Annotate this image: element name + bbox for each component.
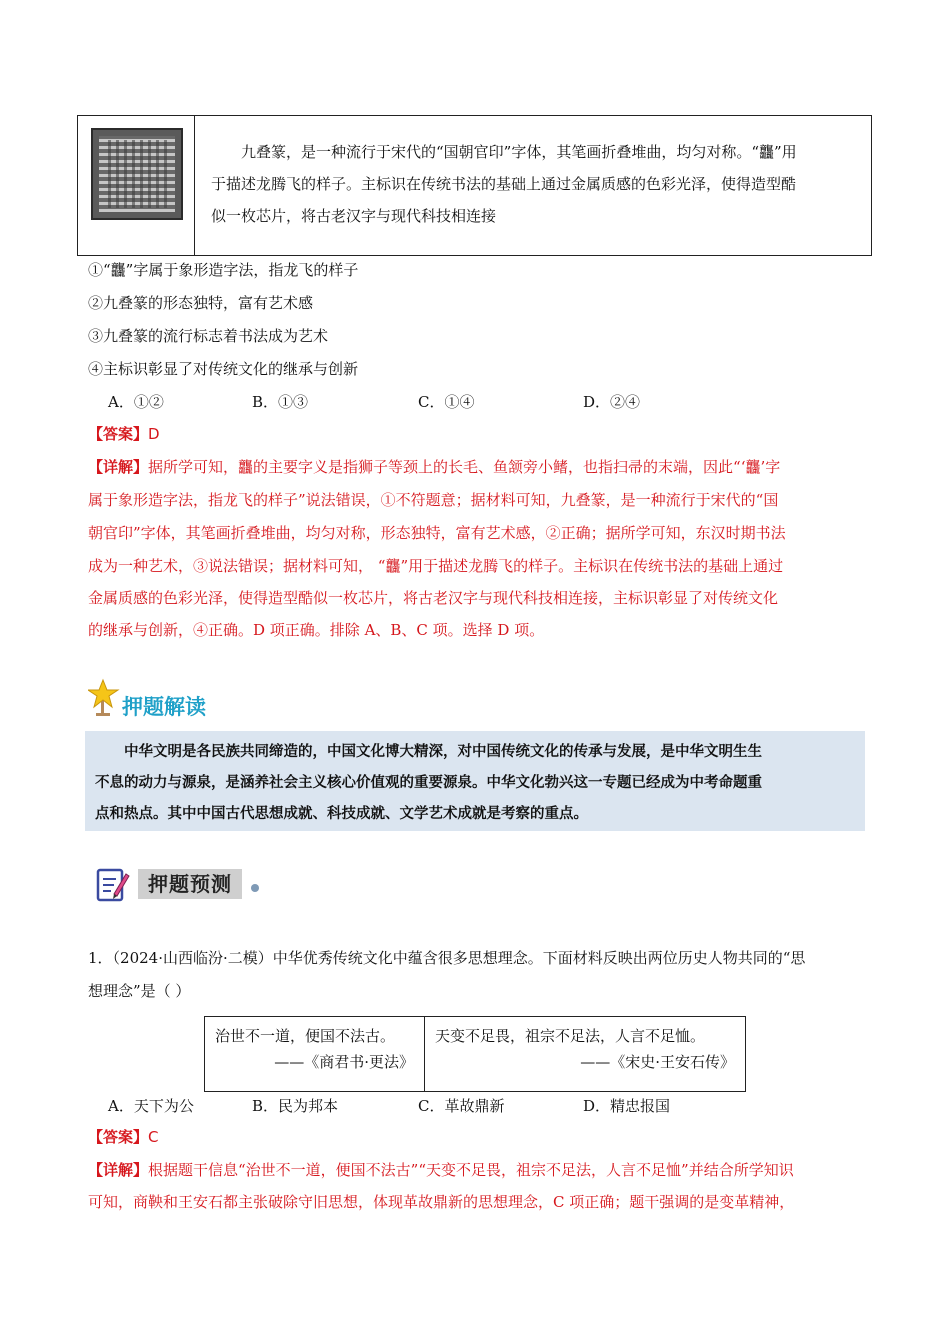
detail-line	[88, 1160, 888, 1180]
interpretation-box	[85, 731, 865, 831]
answer-label: 【答案】	[88, 1128, 149, 1146]
option-a: A．①②	[108, 393, 164, 411]
quote-text: 治世不一道，便国不法古。	[215, 1027, 396, 1045]
bullet-dot-icon	[251, 884, 259, 892]
interpretation-line: 不息的动力与源泉，是涵养社会主义核心价值观的重要源泉。中华文化勃兴这一专题已经成为中考命题重	[95, 774, 762, 791]
option-b: B．①③	[252, 393, 309, 411]
material-line: 似一枚芯片，将古老汉字与现代科技相连接	[211, 207, 497, 225]
answer-line	[88, 1127, 888, 1147]
notepad-pencil-icon	[96, 866, 130, 902]
statement-4: ④主标识彰显了对传统文化的继承与创新	[88, 360, 359, 378]
quote-source: ——《商君书·更法》	[274, 1053, 414, 1071]
detail-line: 属于象形造字法，指龙飞的样子”说法错误，①不符题意；据材料可知，九叠篆，是一种流行于宋代的“国	[88, 491, 779, 509]
detail-label: 【详解】	[88, 458, 149, 476]
question-1-stem: 想理念”是（ ）	[88, 982, 191, 1000]
detail-line: 可知，商鞅和王安石都主张破除守旧思想，体现革故鼎新的思想理念，C 项正确；题干强调的是变革精神，	[88, 1193, 795, 1211]
quote-source: ——《宋史·王安石传》	[580, 1053, 735, 1071]
option-b: B．民为邦本	[252, 1097, 339, 1115]
quote-text: 天变不足畏，祖宗不足法，人言不足恤。	[435, 1027, 706, 1045]
statement-2: ②九叠篆的形态独特，富有艺术感	[88, 294, 314, 312]
quote-cell-shangjun	[205, 1017, 425, 1091]
detail-label: 【详解】	[88, 1161, 149, 1179]
nine-fold-seal-image	[91, 128, 183, 220]
material-table	[77, 115, 872, 256]
answer-value: C	[148, 1128, 159, 1146]
option-d: D．精忠报国	[583, 1097, 671, 1115]
detail-text: 据所学可知，龘的主要字义是指狮子等颈上的长毛、鱼颔旁小鳍，也指扫帚的末端，因此“‘龘’字	[148, 458, 781, 476]
material-text	[211, 136, 866, 232]
option-a: A．天下为公	[108, 1097, 194, 1115]
option-c: C．革故鼎新	[418, 1097, 505, 1115]
detail-line	[88, 457, 888, 477]
material-image-cell	[78, 116, 195, 255]
option-c: C．①④	[418, 393, 475, 411]
interpretation-line: 点和热点。其中中国古代思想成就、科技成就、文学艺术成就是考察的重点。	[95, 805, 588, 822]
answer-label: 【答案】	[88, 425, 149, 443]
detail-line: 朝官印”字体，其笔画折叠堆曲，均匀对称，形态独特，富有艺术感，②正确；据所学可知，东汉时期书法	[88, 524, 786, 542]
quote-cell-wanganshi	[425, 1017, 745, 1091]
answer-value: D	[148, 425, 160, 443]
material-line: 于描述龙腾飞的样子。主标识在传统书法的基础上通过金属质感的色彩光泽，使得造型酷	[211, 175, 797, 193]
detail-line: 金属质感的色彩光泽，使得造型酷似一枚芯片，将古老汉字与现代科技相连接，主标识彰显了对传统文化	[88, 589, 779, 607]
detail-line: 成为一种艺术，③说法错误；据材料可知， “龘”用于描述龙腾飞的样子。主标识在传统书法的基础上通过	[88, 557, 784, 575]
section-title-prediction: 押题预测	[138, 869, 242, 899]
question-1-stem: 1．（2024·山西临汾·二模）中华优秀传统文化中蕴含很多思想理念。下面材料反映出两位历史人物共同的“思	[88, 949, 806, 967]
material-line: 九叠篆，是一种流行于宋代的“国朝官印”字体，其笔画折叠堆曲，均匀对称。“龘”用	[241, 143, 797, 161]
detail-line: 的继承与创新，④正确。D 项正确。排除 A、B、C 项。选择 D 项。	[88, 621, 545, 639]
interpretation-line: 中华文明是各民族共同缔造的，中国文化博大精深，对中国传统文化的传承与发展，是中华文明生生	[124, 743, 762, 760]
statement-1: ①“龘”字属于象形造字法，指龙飞的样子	[88, 261, 359, 279]
quote-table	[204, 1016, 746, 1092]
section-title-interpretation: 押题解读	[122, 695, 206, 719]
option-d: D．②④	[583, 393, 641, 411]
star-icon	[88, 678, 120, 718]
answer-line	[88, 424, 888, 444]
detail-text: 根据题干信息“治世不一道，便国不法古”“天变不足畏，祖宗不足法，人言不足恤”并结合所学知识	[148, 1161, 794, 1179]
statement-3: ③九叠篆的流行标志着书法成为艺术	[88, 327, 329, 345]
